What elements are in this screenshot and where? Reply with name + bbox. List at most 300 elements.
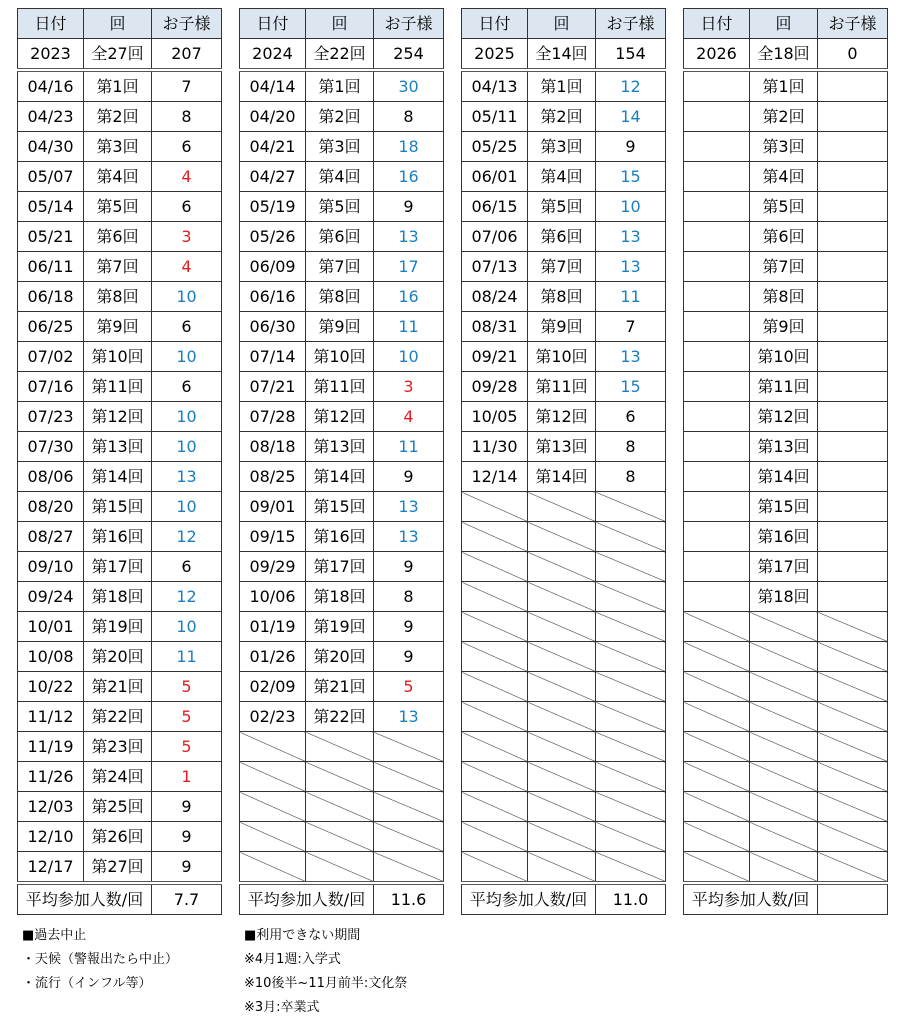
date-cell: 07/28: [240, 402, 306, 432]
count-cell: 5: [374, 672, 444, 702]
table-row: [684, 132, 888, 162]
round-cell: 第12回: [528, 402, 596, 432]
empty-slashed-row: [684, 672, 888, 702]
year-label: 2024: [240, 39, 306, 71]
table-row: [18, 402, 222, 432]
count-cell: [818, 282, 888, 312]
count-cell: 9: [374, 192, 444, 222]
empty-slashed-row: [462, 672, 666, 702]
count-cell: 1: [152, 762, 222, 792]
date-cell: [684, 582, 750, 612]
count-cell: 9: [152, 822, 222, 852]
count-cell: 11: [374, 312, 444, 342]
table-row: [240, 402, 444, 432]
count-cell: 10: [152, 282, 222, 312]
round-cell: 第8回: [528, 282, 596, 312]
table-row: [18, 70, 222, 102]
round-cell: 第13回: [750, 432, 818, 462]
table-row: [462, 252, 666, 282]
table-row: [18, 222, 222, 252]
date-cell: [684, 132, 750, 162]
slashed-cell: [818, 642, 888, 672]
year-table-2025: [461, 8, 666, 915]
slashed-cell: [374, 852, 444, 884]
round-cell: 第12回: [84, 402, 152, 432]
table-row: [240, 282, 444, 312]
count-cell: [818, 252, 888, 282]
empty-slashed-row: [462, 822, 666, 852]
empty-slashed-row: [684, 762, 888, 792]
date-cell: 01/26: [240, 642, 306, 672]
slashed-cell: [462, 582, 528, 612]
total-children: 0: [818, 39, 888, 71]
table-row: [240, 102, 444, 132]
count-cell: [818, 192, 888, 222]
slashed-cell: [818, 732, 888, 762]
date-cell: 10/01: [18, 612, 84, 642]
total-rounds: 全18回: [750, 39, 818, 71]
table-row: [684, 162, 888, 192]
slashed-cell: [750, 702, 818, 732]
table-row: [240, 702, 444, 732]
slashed-cell: [462, 822, 528, 852]
round-cell: 第14回: [306, 462, 374, 492]
round-cell: 第4回: [306, 162, 374, 192]
note-item: ※3月:卒業式: [244, 1000, 320, 1015]
round-cell: 第5回: [306, 192, 374, 222]
slashed-cell: [374, 792, 444, 822]
table-row: [18, 492, 222, 522]
round-cell: 第18回: [750, 582, 818, 612]
table-row: [18, 792, 222, 822]
slashed-cell: [306, 792, 374, 822]
table-row: [684, 462, 888, 492]
average-row: [684, 883, 888, 915]
date-cell: 09/24: [18, 582, 84, 612]
header-row: [240, 9, 444, 39]
count-cell: 13: [374, 222, 444, 252]
year-table-2023: [17, 8, 222, 915]
count-cell: 5: [152, 672, 222, 702]
round-cell: 第9回: [306, 312, 374, 342]
date-cell: 09/15: [240, 522, 306, 552]
round-cell: 第2回: [306, 102, 374, 132]
round-cell: 第7回: [750, 252, 818, 282]
table-row: [240, 672, 444, 702]
table-row: [18, 672, 222, 702]
round-cell: 第6回: [528, 222, 596, 252]
round-cell: 第20回: [84, 642, 152, 672]
round-cell: 第3回: [84, 132, 152, 162]
round-cell: 第10回: [750, 342, 818, 372]
round-cell: 第16回: [84, 522, 152, 552]
count-cell: 5: [152, 702, 222, 732]
notes-title: ■過去中止: [22, 928, 87, 943]
table-row: [684, 402, 888, 432]
round-cell: 第9回: [750, 312, 818, 342]
count-cell: [818, 462, 888, 492]
table-row: [18, 312, 222, 342]
date-cell: 11/30: [462, 432, 528, 462]
count-cell: 8: [374, 102, 444, 132]
table-row: [18, 552, 222, 582]
date-cell: 08/06: [18, 462, 84, 492]
header-round: 回: [84, 9, 152, 39]
date-cell: 07/14: [240, 342, 306, 372]
slashed-cell: [462, 552, 528, 582]
table-row: [684, 222, 888, 252]
slashed-cell: [462, 672, 528, 702]
count-cell: [818, 552, 888, 582]
round-cell: 第15回: [750, 492, 818, 522]
count-cell: [818, 522, 888, 552]
header-round: 回: [750, 9, 818, 39]
count-cell: 9: [374, 612, 444, 642]
slashed-cell: [240, 732, 306, 762]
slashed-cell: [596, 642, 666, 672]
count-cell: [818, 70, 888, 102]
slashed-cell: [306, 852, 374, 884]
round-cell: 第17回: [306, 552, 374, 582]
round-cell: 第1回: [306, 70, 374, 102]
table-row: [462, 102, 666, 132]
count-cell: 10: [152, 492, 222, 522]
table-row: [462, 342, 666, 372]
slashed-cell: [462, 852, 528, 884]
table-row: [18, 462, 222, 492]
date-cell: 04/21: [240, 132, 306, 162]
count-cell: [818, 342, 888, 372]
slashed-cell: [684, 732, 750, 762]
round-cell: 第1回: [84, 70, 152, 102]
date-cell: [684, 432, 750, 462]
round-cell: 第3回: [528, 132, 596, 162]
round-cell: 第21回: [306, 672, 374, 702]
year-table-2026: [683, 8, 888, 915]
total-rounds: 全22回: [306, 39, 374, 71]
date-cell: 01/19: [240, 612, 306, 642]
slashed-cell: [596, 792, 666, 822]
slashed-cell: [306, 732, 374, 762]
count-cell: 13: [596, 222, 666, 252]
slashed-cell: [684, 762, 750, 792]
count-cell: 6: [152, 312, 222, 342]
date-cell: [684, 70, 750, 102]
slashed-cell: [596, 732, 666, 762]
table-row: [240, 432, 444, 462]
slashed-cell: [528, 492, 596, 522]
cancellation-notes: [22, 924, 178, 996]
date-cell: [684, 282, 750, 312]
empty-slashed-row: [462, 522, 666, 552]
header-round: 回: [528, 9, 596, 39]
round-cell: 第3回: [750, 132, 818, 162]
count-cell: 6: [152, 372, 222, 402]
slashed-cell: [750, 612, 818, 642]
table-row: [462, 132, 666, 162]
table-row: [462, 312, 666, 342]
table-row: [240, 192, 444, 222]
date-cell: 12/10: [18, 822, 84, 852]
table-row: [684, 312, 888, 342]
slashed-cell: [462, 642, 528, 672]
count-cell: 9: [374, 462, 444, 492]
table-row: [462, 402, 666, 432]
date-cell: 05/21: [18, 222, 84, 252]
round-cell: 第18回: [306, 582, 374, 612]
average-value: 7.7: [152, 883, 222, 915]
table-row: [18, 732, 222, 762]
empty-slashed-row: [462, 762, 666, 792]
round-cell: 第7回: [306, 252, 374, 282]
slashed-cell: [596, 672, 666, 702]
year-label: 2026: [684, 39, 750, 71]
header-children: お子様: [374, 9, 444, 39]
round-cell: 第10回: [84, 342, 152, 372]
round-cell: 第3回: [306, 132, 374, 162]
count-cell: [818, 492, 888, 522]
round-cell: 第11回: [84, 372, 152, 402]
table-row: [18, 342, 222, 372]
count-cell: [818, 312, 888, 342]
slashed-cell: [306, 762, 374, 792]
count-cell: 9: [152, 792, 222, 822]
count-cell: 11: [152, 642, 222, 672]
date-cell: [684, 342, 750, 372]
table-row: [462, 282, 666, 312]
date-cell: 07/16: [18, 372, 84, 402]
slashed-cell: [528, 852, 596, 884]
slashed-cell: [596, 852, 666, 884]
empty-slashed-row: [684, 702, 888, 732]
round-cell: 第13回: [84, 432, 152, 462]
table-row: [684, 552, 888, 582]
empty-slashed-row: [462, 492, 666, 522]
table-row: [684, 432, 888, 462]
count-cell: [818, 372, 888, 402]
table-row: [240, 582, 444, 612]
header-children: お子様: [152, 9, 222, 39]
count-cell: 13: [374, 492, 444, 522]
round-cell: 第11回: [750, 372, 818, 402]
table-row: [18, 282, 222, 312]
date-cell: 08/25: [240, 462, 306, 492]
slashed-cell: [528, 792, 596, 822]
round-cell: 第6回: [306, 222, 374, 252]
round-cell: 第18回: [84, 582, 152, 612]
table-row: [240, 342, 444, 372]
count-cell: 13: [596, 252, 666, 282]
slashed-cell: [684, 642, 750, 672]
total-children: 207: [152, 39, 222, 71]
date-cell: 09/01: [240, 492, 306, 522]
count-cell: 9: [152, 852, 222, 884]
table-row: [18, 162, 222, 192]
round-cell: 第2回: [84, 102, 152, 132]
date-cell: 04/23: [18, 102, 84, 132]
table-row: [240, 462, 444, 492]
table-row: [18, 102, 222, 132]
date-cell: 07/06: [462, 222, 528, 252]
slashed-cell: [462, 792, 528, 822]
round-cell: 第8回: [84, 282, 152, 312]
header-date: 日付: [462, 9, 528, 39]
slashed-cell: [528, 822, 596, 852]
date-cell: 06/30: [240, 312, 306, 342]
count-cell: 9: [374, 642, 444, 672]
date-cell: 08/18: [240, 432, 306, 462]
date-cell: [684, 552, 750, 582]
empty-slashed-row: [462, 852, 666, 884]
slashed-cell: [750, 822, 818, 852]
round-cell: 第10回: [306, 342, 374, 372]
count-cell: 10: [152, 402, 222, 432]
count-cell: 8: [152, 102, 222, 132]
count-cell: 7: [152, 70, 222, 102]
round-cell: 第20回: [306, 642, 374, 672]
date-cell: [684, 162, 750, 192]
table-row: [684, 70, 888, 102]
table-row: [462, 70, 666, 102]
slashed-cell: [306, 822, 374, 852]
date-cell: 12/17: [18, 852, 84, 884]
empty-slashed-row: [684, 792, 888, 822]
empty-slashed-row: [684, 732, 888, 762]
empty-slashed-row: [462, 582, 666, 612]
date-cell: 10/05: [462, 402, 528, 432]
date-cell: [684, 252, 750, 282]
count-cell: [818, 102, 888, 132]
slashed-cell: [684, 792, 750, 822]
round-cell: 第13回: [306, 432, 374, 462]
count-cell: 7: [596, 312, 666, 342]
date-cell: 06/01: [462, 162, 528, 192]
header-round: 回: [306, 9, 374, 39]
round-cell: 第22回: [84, 702, 152, 732]
round-cell: 第10回: [528, 342, 596, 372]
table-row: [684, 342, 888, 372]
count-cell: 6: [152, 132, 222, 162]
empty-slashed-row: [462, 552, 666, 582]
table-row: [240, 642, 444, 672]
count-cell: [818, 222, 888, 252]
empty-slashed-row: [462, 732, 666, 762]
round-cell: 第16回: [750, 522, 818, 552]
count-cell: 9: [596, 132, 666, 162]
date-cell: 05/25: [462, 132, 528, 162]
count-cell: 8: [596, 432, 666, 462]
round-cell: 第19回: [84, 612, 152, 642]
date-cell: 11/26: [18, 762, 84, 792]
slashed-cell: [750, 792, 818, 822]
round-cell: 第14回: [750, 462, 818, 492]
date-cell: [684, 492, 750, 522]
count-cell: 13: [596, 342, 666, 372]
count-cell: 13: [374, 522, 444, 552]
date-cell: 05/19: [240, 192, 306, 222]
slashed-cell: [750, 762, 818, 792]
count-cell: 30: [374, 70, 444, 102]
round-cell: 第12回: [750, 402, 818, 432]
table-row: [18, 822, 222, 852]
slashed-cell: [750, 732, 818, 762]
summary-row: [462, 39, 666, 71]
round-cell: 第8回: [750, 282, 818, 312]
summary-row: [240, 39, 444, 71]
empty-slashed-row: [462, 612, 666, 642]
slashed-cell: [374, 822, 444, 852]
count-cell: [818, 132, 888, 162]
round-cell: 第19回: [306, 612, 374, 642]
slashed-cell: [750, 642, 818, 672]
date-cell: 10/22: [18, 672, 84, 702]
date-cell: 07/02: [18, 342, 84, 372]
slashed-cell: [240, 852, 306, 884]
slashed-cell: [462, 732, 528, 762]
date-cell: 06/18: [18, 282, 84, 312]
table-row: [240, 70, 444, 102]
slashed-cell: [528, 552, 596, 582]
round-cell: 第24回: [84, 762, 152, 792]
date-cell: 09/10: [18, 552, 84, 582]
table-row: [18, 642, 222, 672]
count-cell: 9: [374, 552, 444, 582]
table-row: [240, 372, 444, 402]
count-cell: 11: [374, 432, 444, 462]
table-row: [18, 432, 222, 462]
table-row: [18, 522, 222, 552]
slashed-cell: [596, 822, 666, 852]
count-cell: 18: [374, 132, 444, 162]
year-label: 2023: [18, 39, 84, 71]
date-cell: 04/20: [240, 102, 306, 132]
table-row: [240, 312, 444, 342]
slashed-cell: [684, 702, 750, 732]
date-cell: 06/25: [18, 312, 84, 342]
round-cell: 第1回: [528, 70, 596, 102]
table-row: [462, 192, 666, 222]
average-label: 平均参加人数/回: [240, 883, 374, 915]
count-cell: 10: [374, 342, 444, 372]
table-row: [240, 612, 444, 642]
slashed-cell: [750, 672, 818, 702]
average-label: 平均参加人数/回: [18, 883, 152, 915]
count-cell: 12: [596, 70, 666, 102]
table-row: [684, 372, 888, 402]
empty-slashed-row: [240, 792, 444, 822]
table-row: [684, 582, 888, 612]
date-cell: 09/21: [462, 342, 528, 372]
round-cell: 第11回: [528, 372, 596, 402]
round-cell: 第16回: [306, 522, 374, 552]
table-row: [462, 432, 666, 462]
count-cell: [818, 402, 888, 432]
slashed-cell: [684, 612, 750, 642]
header-date: 日付: [684, 9, 750, 39]
empty-slashed-row: [684, 822, 888, 852]
date-cell: 11/12: [18, 702, 84, 732]
round-cell: 第4回: [750, 162, 818, 192]
slashed-cell: [528, 672, 596, 702]
round-cell: 第7回: [528, 252, 596, 282]
average-value: [818, 883, 888, 915]
slashed-cell: [528, 642, 596, 672]
count-cell: 6: [152, 552, 222, 582]
date-cell: [684, 372, 750, 402]
date-cell: [684, 192, 750, 222]
round-cell: 第2回: [750, 102, 818, 132]
date-cell: 04/27: [240, 162, 306, 192]
